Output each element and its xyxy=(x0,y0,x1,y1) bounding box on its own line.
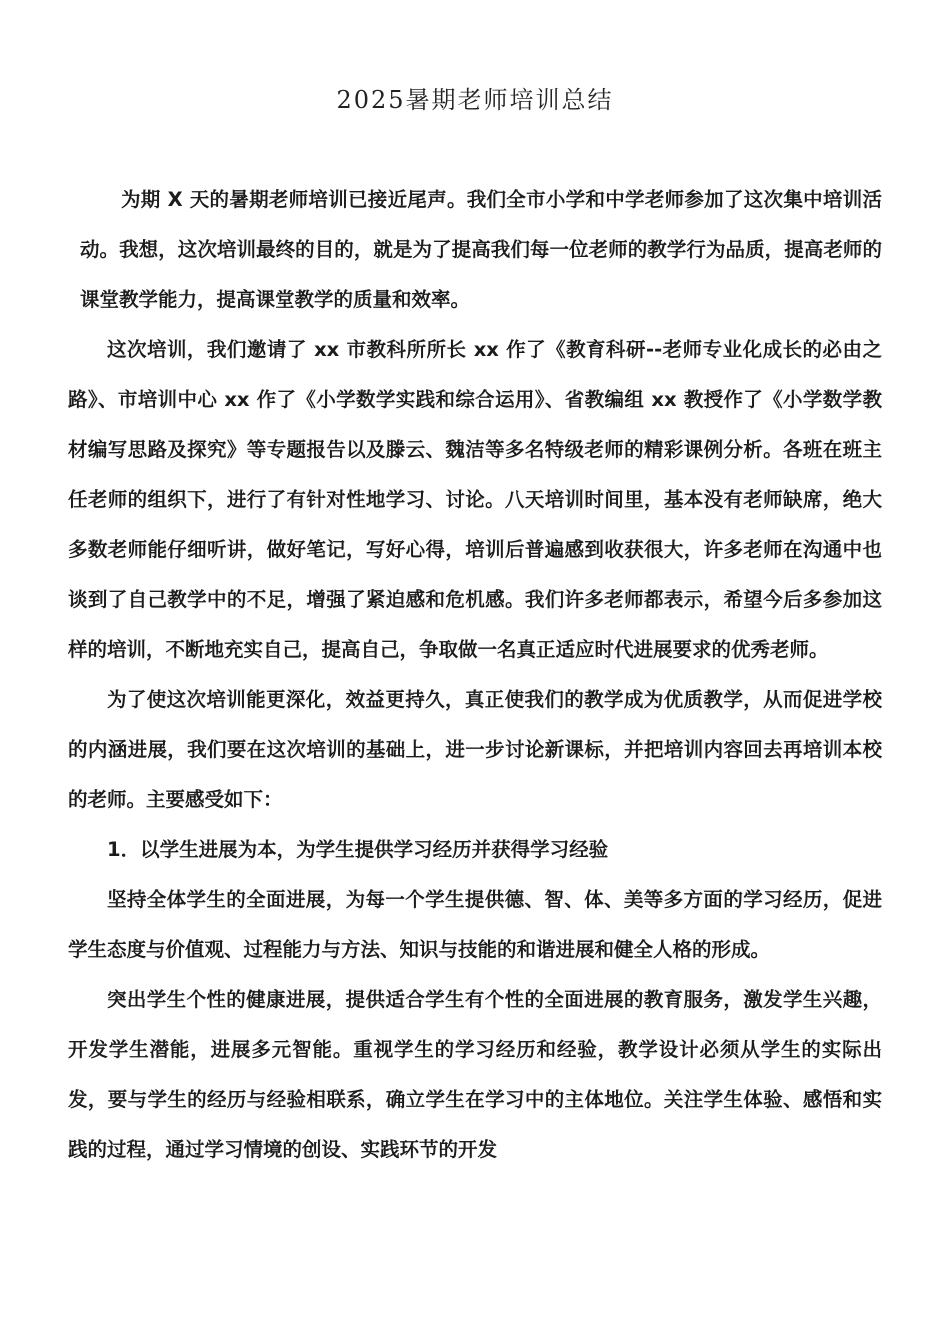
document-title: 2025暑期老师培训总结 xyxy=(336,86,614,114)
section-heading-1: 1．以学生进展为本，为学生提供学习经历并获得学习经验 xyxy=(107,838,609,861)
paragraph-individuality: 突出学生个性的健康进展，提供适合学生有个性的全面进展的教育服务，激发学生兴趣，开发学生潜能，进展多元智能。重视学生的学习经历和经验，教学设计必须从学生的实际出发，要与学生的经历与经验相联系，确立学生在学习中的主体地位。关注学生体验、感悟和实践的过程，通过学习情境的创设、实践环节的开发 xyxy=(68,988,882,1161)
paragraph-intro: 为期 X 天的暑期老师培训已接近尾声。我们全市小学和中学老师参加了这次集中培训活动。我想，这次培训最终的目的，就是为了提高我们每一位老师的教学行为品质，提高老师的课堂教学能力，提高课堂教学的质量和效率。 xyxy=(80,188,882,311)
paragraph-training-content: 这次培训，我们邀请了 xx 市教科所所长 xx 作了《教育科研--老师专业化成长的必由之路》、市培训中心 xx 作了《小学数学实践和综合运用》、省教编组 xx 教授作了《小学数学教材编写思路及探究》等专题报告以及滕云、魏洁等多名特级老师的精彩课例分析。各班在班主任老师的组织下，进行了有针对性地学习、讨论。八天培训时间里，基本没有老师缺席，绝大多数老师能仔细听讲，做好笔记，写好心得，培训后普遍感到收获很大，许多老师在沟通中也谈到了自己教学中的不足，增强了紧迫感和危机感。我们许多老师都表示，希望今后多参加这样的培训，不断地充实自己，提高自己，争取做一名真正适应时代进展要求的优秀老师。 xyxy=(68,338,882,661)
paragraph-all-round-development: 坚持全体学生的全面进展，为每一个学生提供德、智、体、美等多方面的学习经历，促进学生态度与价值观、过程能力与方法、知识与技能的和谐进展和健全人格的形成。 xyxy=(68,888,882,961)
document-body xyxy=(68,175,882,1175)
paragraph-deepening: 为了使这次培训能更深化，效益更持久，真正使我们的教学成为优质教学，从而促进学校的内涵进展，我们要在这次培训的基础上，进一步讨论新课标，并把培训内容回去再培训本校的老师。主要感受如下： xyxy=(68,688,882,811)
